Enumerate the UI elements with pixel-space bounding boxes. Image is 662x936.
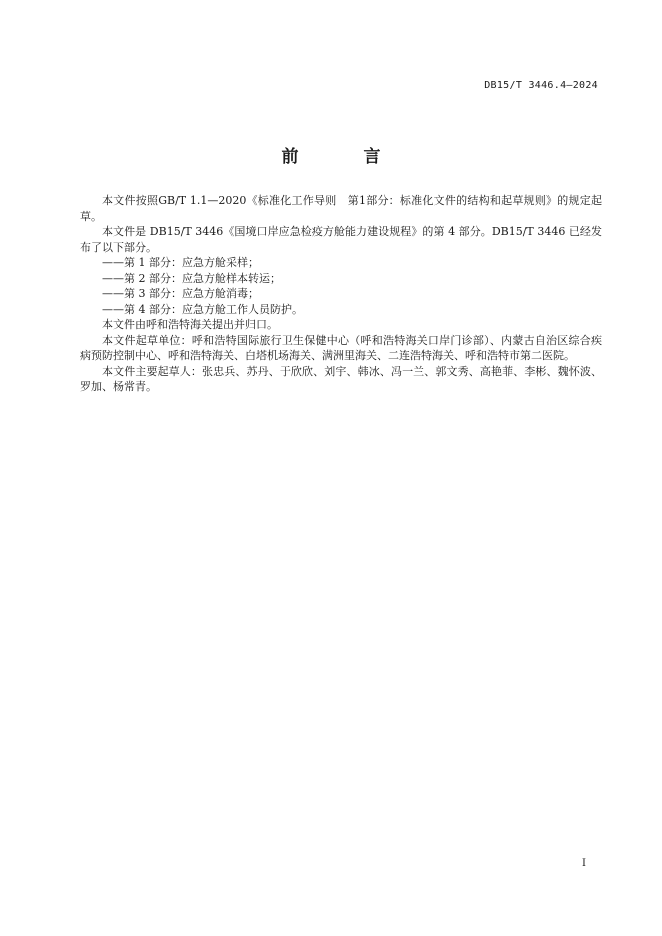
paragraph-drafting-basis: 本文件按照GB/T 1.1—2020《标准化工作导则 第1部分：标准化文件的结构和起草规则》的规定起草。 [80, 194, 602, 223]
list-item-part-4: ——第 4 部分：应急方舱工作人员防护。 [102, 302, 303, 316]
list-item-part-1: ——第 1 部分：应急方舱采样； [102, 256, 259, 269]
list-item-part-2: ——第 2 部分：应急方舱样本转运； [102, 271, 281, 285]
section-title: 前 言 [281, 147, 405, 167]
paragraph-series-intro: 本文件是 DB15/T 3446《国境口岸应急检疫方舱能力建设规程》的第 4 部分。DB15/T 3446 已经发布了以下部分。 [80, 225, 602, 254]
paragraph-drafters: 本文件主要起草人：张忠兵、苏丹、于欣欣、刘宇、韩冰、冯一兰、郭文秀、高艳菲、李彬、魏怀波、罗加、杨常青。 [80, 364, 602, 393]
list-item-part-3: ——第 3 部分：应急方舱消毒； [102, 287, 259, 300]
foreword-body [80, 193, 602, 395]
paragraph-drafting-units: 本文件起草单位：呼和浩特国际旅行卫生保健中心（呼和浩特海关口岸门诊部）、内蒙古自治区综合疾病预防控制中心、呼和浩特海关、白塔机场海关、满洲里海关、二连浩特海关、呼和浩特市第二医院。 [80, 333, 602, 362]
document-code: DB15/T 3446.4—2024 [484, 80, 598, 91]
paragraph-proposer: 本文件由呼和浩特海关提出并归口。 [102, 318, 278, 331]
page-number: I [582, 858, 586, 869]
